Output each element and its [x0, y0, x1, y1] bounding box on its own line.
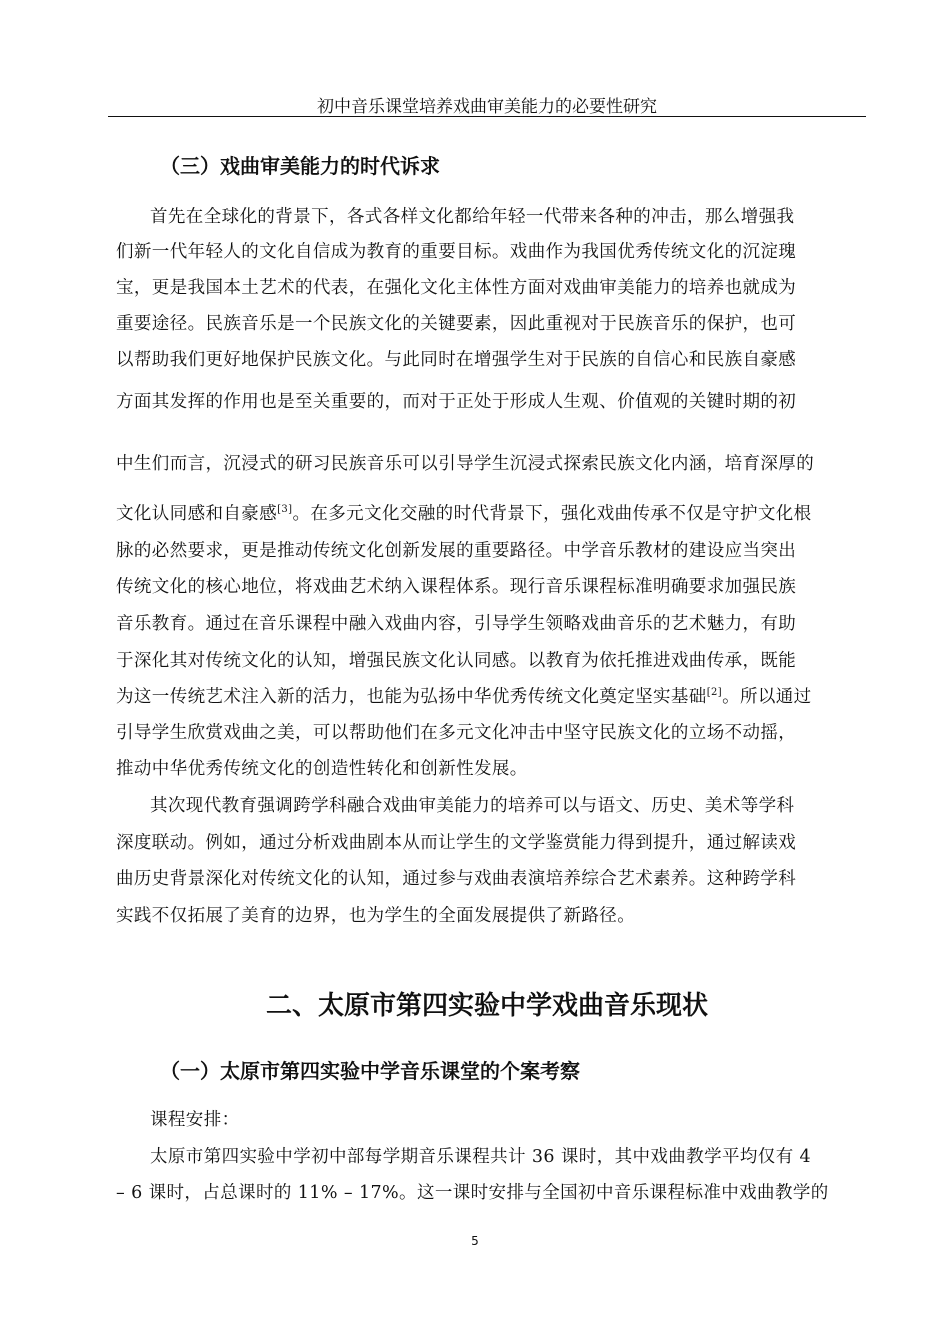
- header-rule: [108, 116, 866, 117]
- paragraph-line: 脉的必然要求，更是推动传统文化创新发展的重要路径。中学音乐教材的建设应当突出: [116, 541, 797, 561]
- chapter-heading: 二、太原市第四实验中学戏曲音乐现状: [265, 991, 708, 1021]
- paragraph-line: 推动中华优秀传统文化的创造性转化和创新性发展。: [116, 759, 528, 779]
- page-number: 5: [471, 1234, 479, 1248]
- citation-ref[interactable]: [3]: [277, 504, 293, 516]
- paragraph-line: 太原市第四实验中学初中部每学期音乐课程共计 36 课时，其中戏曲教学平均仅有 4: [150, 1147, 812, 1167]
- paragraph-line: 中生们而言，沉浸式的研习民族音乐可以引导学生沉浸式探索民族文化内涵，培育深厚的: [116, 454, 815, 474]
- section-heading-3: （三）戏曲审美能力的时代诉求: [160, 154, 440, 178]
- paragraph-line: 其次现代教育强调跨学科融合戏曲审美能力的培养可以与语文、历史、美术等学科: [150, 796, 795, 816]
- paragraph-line: 以帮助我们更好地保护民族文化。与此同时在增强学生对于民族的自信心和民族自豪感: [116, 350, 797, 370]
- paragraph-line: 方面其发挥的作用也是至关重要的，而对于正处于形成人生观、价值观的关键时期的初: [116, 392, 797, 412]
- paragraph-line: – 6 课时，占总课时的 11% – 17%。这一课时安排与全国初中音乐课程标准中戏曲教学的: [116, 1183, 829, 1203]
- paragraph-line: 音乐教育。通过在音乐课程中融入戏曲内容，引导学生领略戏曲音乐的艺术魅力，有助: [116, 614, 797, 634]
- paragraph-line: 于深化其对传统文化的认知，增强民族文化认同感。以教育为依托推进戏曲传承，既能: [116, 651, 797, 671]
- paragraph-line: 深度联动。例如，通过分析戏曲剧本从而让学生的文学鉴赏能力得到提升，通过解读戏: [116, 833, 797, 853]
- paragraph-line: 引导学生欣赏戏曲之美，可以帮助他们在多元文化冲击中坚守民族文化的立场不动摇，: [116, 723, 797, 743]
- line-text: 为这一传统艺术注入新的活力，也能为弘扬中华优秀传统文化奠定坚实基础: [116, 687, 707, 707]
- section-heading-2-1: （一）太原市第四实验中学音乐课堂的个案考察: [160, 1059, 580, 1083]
- line-text: 文化认同感和自豪感: [116, 504, 278, 524]
- line-text: 。在多元文化交融的时代背景下，强化戏曲传承不仅是守护文化根: [292, 504, 812, 524]
- paragraph-label: 课程安排：: [150, 1110, 240, 1130]
- running-header: 初中音乐课堂培养戏曲审美能力的必要性研究: [317, 97, 657, 117]
- citation-ref[interactable]: [2]: [706, 687, 723, 699]
- paragraph-line: 传统文化的核心地位，将戏曲艺术纳入课程体系。现行音乐课程标准明确要求加强民族: [116, 577, 797, 597]
- paragraph-line: 实践不仅拓展了美育的边界，也为学生的全面发展提供了新路径。: [116, 906, 636, 926]
- paragraph-line: 们新一代年轻人的文化自信成为教育的重要目标。戏曲作为我国优秀传统文化的沉淀瑰: [116, 242, 797, 262]
- paragraph-line: 重要途径。民族音乐是一个民族文化的关键要素，因此重视对于民族音乐的保护，也可: [116, 314, 797, 334]
- paragraph-line: 宝，更是我国本土艺术的代表，在强化文化主体性方面对戏曲审美能力的培养也就成为: [116, 278, 797, 298]
- paragraph-line: [116, 683, 812, 708]
- line-text: 。所以通过: [722, 687, 812, 707]
- paragraph-line: [116, 500, 812, 525]
- paragraph-line: 首先在全球化的背景下，各式各样文化都给年轻一代带来各种的冲击，那么增强我: [150, 207, 795, 227]
- paragraph-line: 曲历史背景深化对传统文化的认知，通过参与戏曲表演培养综合艺术素养。这种跨学科: [116, 869, 797, 889]
